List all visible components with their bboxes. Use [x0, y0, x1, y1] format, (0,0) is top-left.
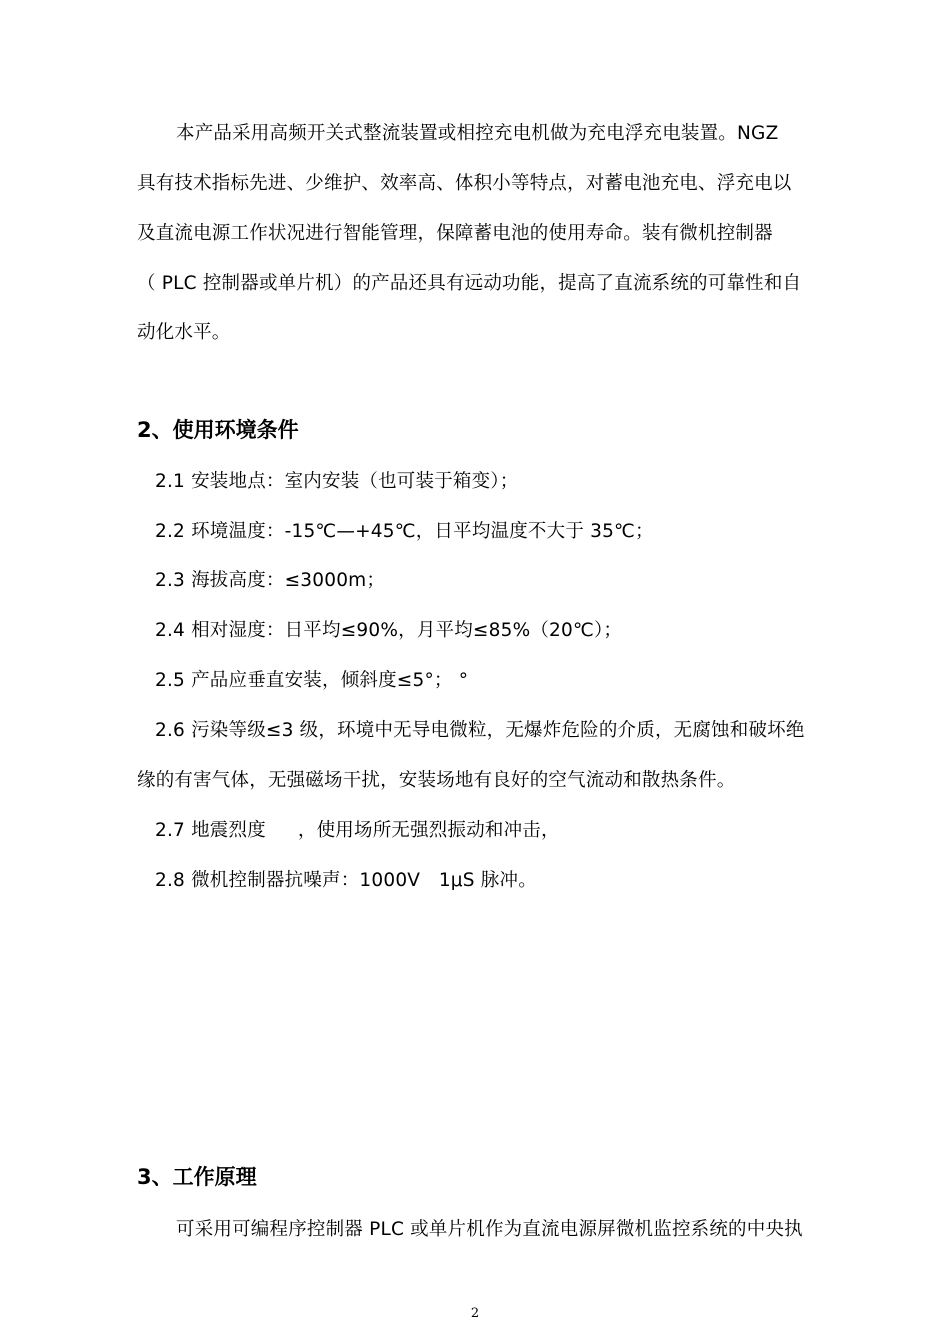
list-item-text: 2.7 地震烈度	[155, 820, 266, 841]
intro-line: 及直流电源工作状况进行智能管理，保障蓄电池的使用寿命。装有微机控制器	[137, 223, 773, 244]
list-item: 2.3 海拔高度：≤3000m；	[155, 570, 386, 591]
page-number: 2	[470, 1306, 480, 1321]
section-2-heading: 2、使用环境条件	[137, 418, 299, 442]
list-item-text: ，使用场所无强烈振动和冲击，	[297, 820, 560, 841]
list-item: 2.5 产品应垂直安装，倾斜度≤5°； °	[155, 670, 469, 691]
list-item	[155, 819, 560, 843]
intro-line: 动化水平。	[137, 322, 231, 343]
list-item: 2.6 污染等级≤3 级，环境中无导电微粒，无爆炸危险的介质，无腐蚀和破坏绝	[155, 720, 805, 741]
intro-line: 具有技术指标先进、少维护、效率高、体积小等特点，对蓄电池充电、浮充电以	[137, 173, 792, 194]
list-item: 2.8 微机控制器抗噪声：1000V 1μS 脉冲。	[155, 870, 537, 891]
list-item: 2.1 安装地点：室内安装（也可装于箱变）；	[155, 471, 519, 492]
list-item-continuation: 缘的有害气体，无强磁场干扰，安装场地有良好的空气流动和散热条件。	[137, 770, 736, 791]
section-3-heading: 3、工作原理	[137, 1165, 257, 1189]
section-3-line: 可采用可编程序控制器 PLC 或单片机作为直流电源屏微机监控系统的中央执	[176, 1219, 803, 1240]
list-item: 2.4 相对湿度：日平均≤90%，月平均≤85%（20℃）；	[155, 620, 623, 641]
intro-line: 本产品采用高频开关式整流装置或相控充电机做为充电浮充电装置。NGZ	[176, 123, 779, 144]
list-item: 2.2 环境温度：-15℃—+45℃，日平均温度不大于 35℃；	[155, 521, 654, 542]
intro-line: （ PLC 控制器或单片机）的产品还具有远动功能，提高了直流系统的可靠性和自	[137, 273, 802, 294]
